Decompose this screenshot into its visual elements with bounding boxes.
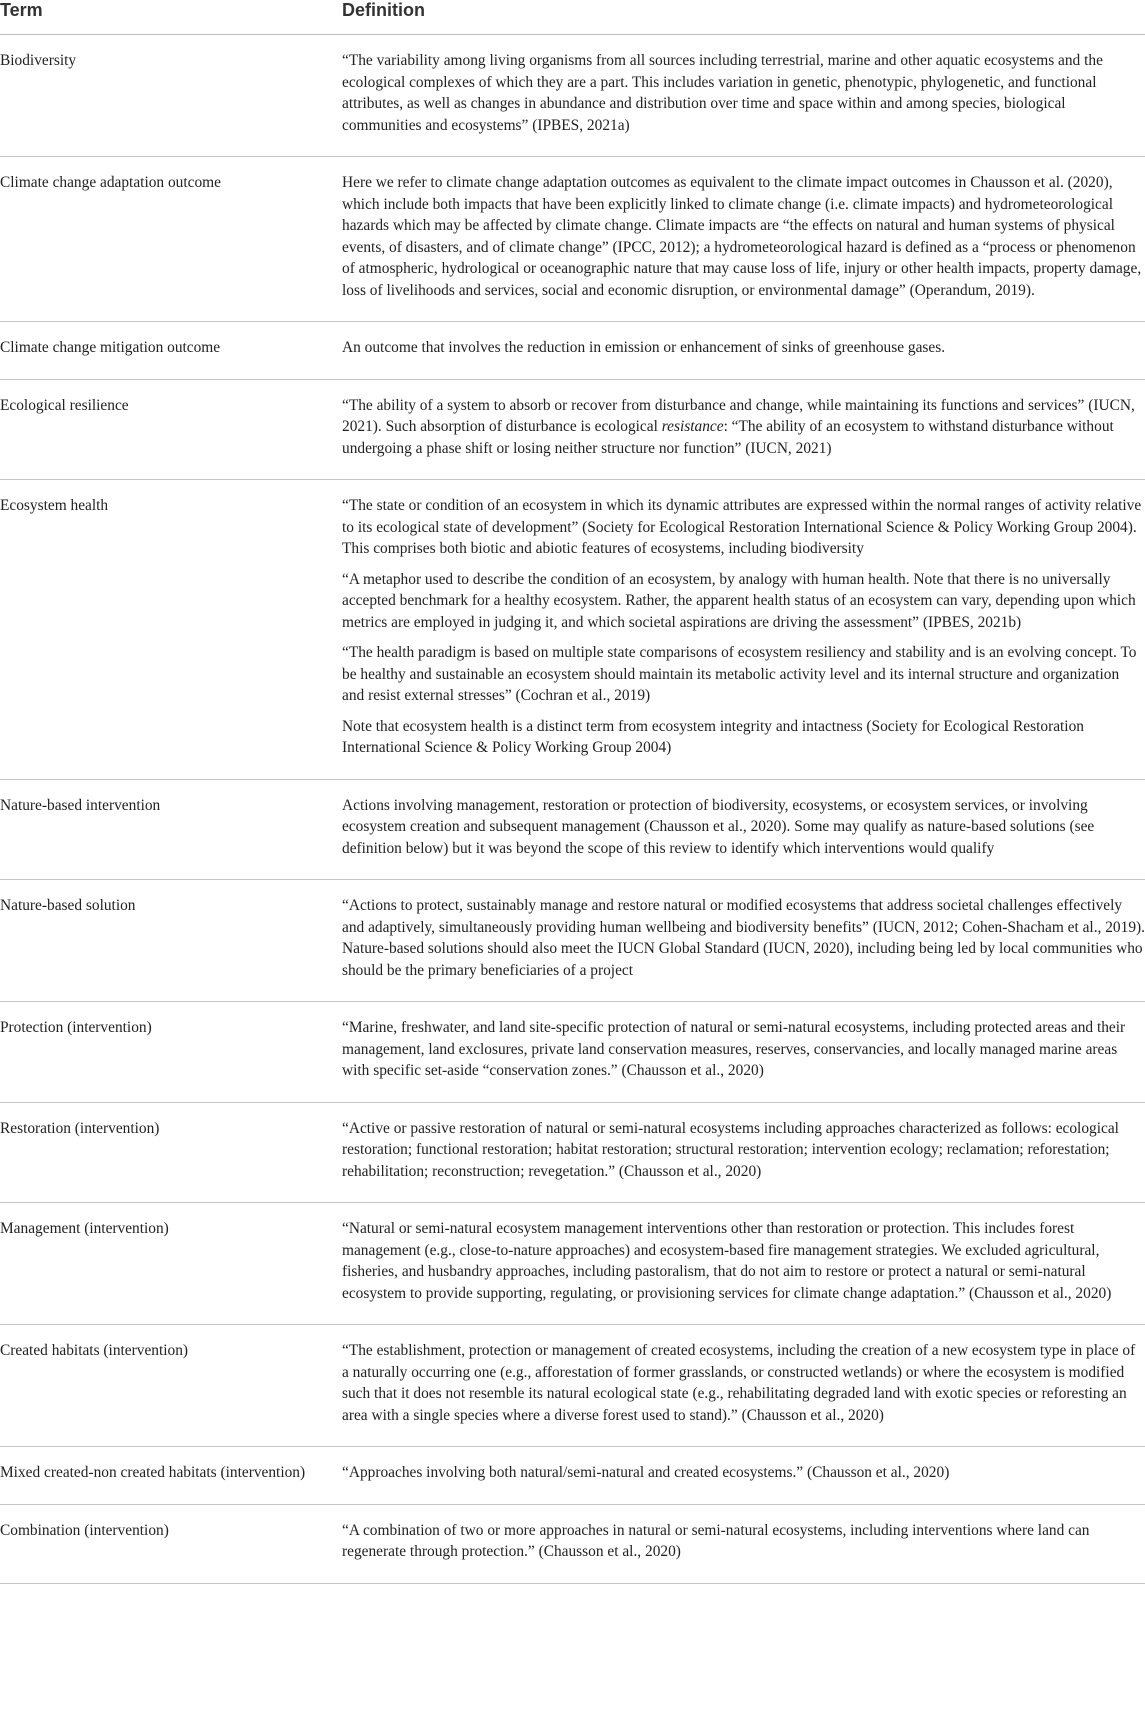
- header-term: Term: [0, 0, 342, 35]
- definition-text: “Marine, freshwater, and land site-specific protection of natural or semi-natural ecosystems, including protected areas and their management, land exclosures, private land conservation measures, reserves, conservancies, and locally managed marine areas with specific set-aside “conservation zones.” (Chausson et al., 2020): [342, 1019, 1126, 1079]
- term-cell: Created habitats (intervention): [0, 1342, 189, 1359]
- definition-text: Actions involving management, restoration or protection of biodiversity, ecosystems, or ecosystem services, or involving ecosystem creation and subsequent management (Chausson et al., 2020). Some may qualify as nature-based solutions (see definition below) but it was beyond the scope of this review to identify which interventions would qualify: [342, 796, 1095, 857]
- header-definition: Definition: [342, 0, 1145, 35]
- table-row: [0, 1203, 1145, 1325]
- definition-text: “Actions to protect, sustainably manage and restore natural or modified ecosystems that address societal challenges effectively and adaptively, simultaneously providing human wellbeing and biodiversity benefits” (IUCN, 2012; Cohen-Shacham et al., 2019). Nature-based solutions should also meet the IUCN Global Standard (IUCN, 2020), including being led by local communities who should be the primary beneficiaries of a project: [342, 897, 1145, 979]
- term-cell: Ecological resilience: [0, 396, 129, 414]
- definition-cell: [342, 480, 1145, 780]
- table-row: [0, 379, 1145, 480]
- definition-cell: [342, 322, 1145, 380]
- table-row: [0, 35, 1145, 157]
- table-body: [0, 35, 1145, 1584]
- term-cell: Restoration (intervention): [0, 1119, 160, 1137]
- definition-text: “Approaches involving both natural/semi-natural and created ecosystems.” (Chausson et al., 2020): [342, 1464, 950, 1481]
- definition-cell: [342, 1447, 1145, 1505]
- table-row: [0, 1504, 1145, 1583]
- term-cell: Combination (intervention): [0, 1521, 169, 1539]
- definition-cell: [342, 1102, 1145, 1203]
- term-cell: Ecosystem health: [0, 497, 109, 514]
- definition-cell: [342, 35, 1145, 157]
- definition-cell: [342, 157, 1145, 322]
- term-cell: Mixed created-non created habitats (intervention): [0, 1464, 306, 1481]
- term-cell: Climate change mitigation outcome: [0, 339, 221, 356]
- definition-italic-term: resistance: [661, 418, 724, 435]
- table-row: [0, 157, 1145, 322]
- table-row: [0, 1102, 1145, 1203]
- definition-cell: [342, 1504, 1145, 1583]
- term-cell: Biodiversity: [0, 52, 77, 69]
- table-row: [0, 480, 1145, 780]
- definition-cell: [342, 379, 1145, 480]
- definition-text: An outcome that involves the reduction in emission or enhancement of sinks of greenhouse gases.: [342, 339, 946, 356]
- definition-text: “Active or passive restoration of natural or semi-natural ecosystems including approaches characterized as follows: ecological restoration; functional restoration; habitat restoration; structural restoration; intervention ecology; reclamation; reforestation; rehabilitation; reconstruction; revegetation.” (Chausson et al., 2020): [342, 1119, 1119, 1180]
- definition-text: “A combination of two or more approaches in natural or semi-natural ecosystems, including interventions where land can regenerate through protection.” (Chausson et al., 2020): [342, 1521, 1090, 1560]
- table-row: [0, 779, 1145, 880]
- definition-cell: [342, 1325, 1145, 1447]
- definition-text: “A metaphor used to describe the condition of an ecosystem, by analogy with human health. Note that there is no universally accepted benchmark for a healthy ecosystem. Rather, the apparent health status of an ecosystem can vary, depending upon which metrics are employed in judging it, and which societal aspirations are driving the assessment” (IPBES, 2021b): [342, 570, 1136, 631]
- definition-text-part: “The ability of a system to absorb or recover from disturbance and change, while maintaining its functions and services” (IUCN, 2021). Such absorption of disturbance is ecological: [342, 396, 1135, 435]
- table-row: [0, 1002, 1145, 1103]
- table-row: [0, 880, 1145, 1002]
- table-row: [0, 1447, 1145, 1505]
- term-cell: Management (intervention): [0, 1220, 169, 1237]
- term-cell: Nature-based solution: [0, 897, 136, 914]
- definition-cell: [342, 1203, 1145, 1325]
- table-header-row: [0, 0, 1145, 35]
- term-cell: Protection (intervention): [0, 1019, 152, 1036]
- definition-text: “The health paradigm is based on multiple state comparisons of ecosystem resiliency and stability and is an evolving concept. To be healthy and sustainable an ecosystem should maintain its metabolic activity level and its internal structure and organization and resist external stresses” (Cochran et al., 2019): [342, 644, 1137, 704]
- definition-text: “Natural or semi-natural ecosystem management interventions other than restoration or protection. This includes forest management (e.g., close-to-nature approaches) and ecosystem-based fire management strategies. We excluded agricultural, fisheries, and husbandry approaches, including pastoralism, that do not aim to restore or protect a natural or semi-natural ecosystem to provide supporting, regulating, or provisioning services for climate change adaptation.” (Chausson et al., 2020): [342, 1220, 1112, 1302]
- definition-text: Here we refer to climate change adaptation outcomes as equivalent to the climate impact outcomes in Chausson et al. (2020), which include both impacts that have been explicitly linked to climate change (i.e. climate impacts) and hydrometeorological hazards which may be affected by climate change. Climate impacts are “the effects on natural and human systems of physical events, of disasters, and of climate change” (IPCC, 2012); a hydrometeorological hazard is defined as a “process or phenomenon of atmospheric, hydrological or oceanographic nature that may cause loss of life, injury or other health impacts, property damage, loss of livelihoods and services, social and economic disruption, or environmental damage” (Operandum, 2019).: [342, 174, 1142, 299]
- definition-text: Note that ecosystem health is a distinct term from ecosystem integrity and intactness (Society for Ecological Restoration International Science & Policy Working Group 2004): [342, 717, 1084, 756]
- definition-text: “The establishment, protection or management of created ecosystems, including the creation of a new ecosystem type in place of a naturally occurring one (e.g., afforestation of former grasslands, or constructed wetlands) or where the ecosystem is modified such that it does not resemble its natural ecological state (e.g., rehabilitating degraded land with exotic species or reforesting an area with a single species where a diverse forest used to stand).” (Chausson et al., 2020): [342, 1342, 1136, 1424]
- definition-text: “The state or condition of an ecosystem in which its dynamic attributes are expressed within the normal ranges of activity relative to its ecological state of development” (Society for Ecological Restoration International Science & Policy Working Group 2004). This comprises both biotic and abiotic features of ecosystems, including biodiversity: [342, 497, 1142, 557]
- definition-text: [342, 395, 1145, 460]
- definition-text-part: : “The ability of an ecosystem to withstand disturbance without undergoing a phase shift or losing neither structure nor function” (IUCN, 2021): [342, 418, 1114, 457]
- definition-cell: [342, 779, 1145, 880]
- table-row: [0, 322, 1145, 380]
- definition-text: “The variability among living organisms from all sources including terrestrial, marine and other aquatic ecosystems and the ecological complexes of which they are a part. This includes variation in genetic, phenotypic, phylogenetic, and functional attributes, as well as changes in abundance and distribution over time and space within and among species, biological communities and ecosystems” (IPBES, 2021a): [342, 52, 1103, 134]
- definition-cell: [342, 1002, 1145, 1103]
- term-cell: Climate change adaptation outcome: [0, 174, 221, 191]
- term-cell: Nature-based intervention: [0, 796, 161, 814]
- table-row: [0, 1325, 1145, 1447]
- definition-cell: [342, 880, 1145, 1002]
